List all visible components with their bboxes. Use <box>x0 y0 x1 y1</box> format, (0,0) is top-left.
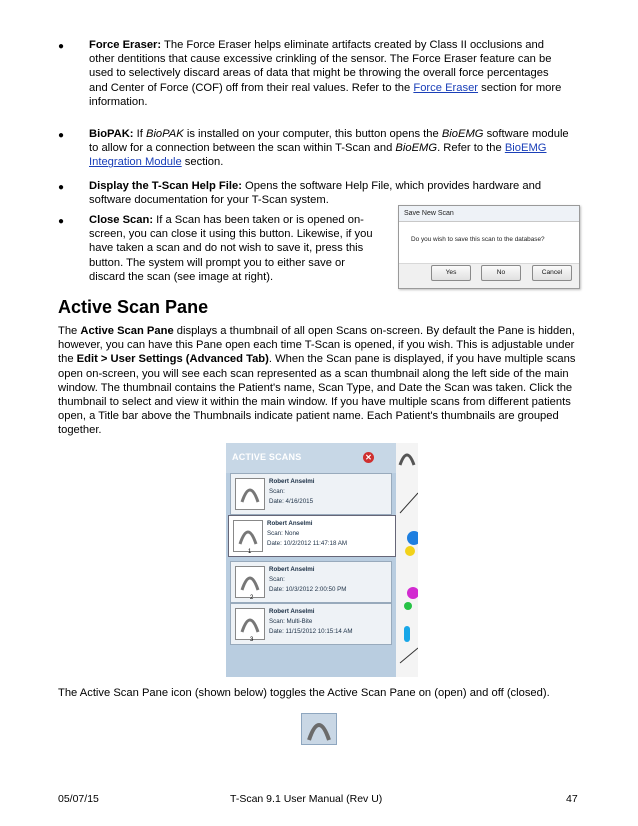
arch-icon <box>237 524 259 546</box>
item-term: Force Eraser: <box>89 39 162 51</box>
dialog-cancel-button[interactable]: Cancel <box>532 265 572 281</box>
scan-type: Scan: <box>269 576 285 583</box>
scan-thumbnail[interactable] <box>230 561 392 603</box>
scan-thumbnail[interactable] <box>230 473 392 515</box>
scan-arch-thumbnail: 1 <box>233 520 263 552</box>
dialog-message: Do you wish to save this scan to the database? <box>411 236 545 243</box>
scan-date: Date: 4/16/2015 <box>269 498 314 505</box>
panel-header-label: ACTIVE SCANS <box>232 452 302 462</box>
active-scans-panel <box>226 443 418 677</box>
list-item-close-scan: Close Scan: If a Scan has been taken or is opened on-screen, you can close it using this button. Likewise, if you have taken a scan and do not wish to save it, press this button. The system will prompt you to either save or discard the scan (see image at right). <box>89 214 373 283</box>
scan-thumbnail[interactable] <box>230 603 392 645</box>
force-eraser-link[interactable]: Force Eraser <box>413 81 479 94</box>
arch-icon <box>239 612 261 634</box>
scan-type: Scan: <box>269 488 285 495</box>
scan-thumbnail-selected[interactable] <box>228 515 396 557</box>
patient-name: Robert Anselmi <box>269 566 315 573</box>
arch-icon <box>239 482 261 504</box>
footer-title: T-Scan 9.1 User Manual (Rev U) <box>230 793 383 805</box>
footer-date: 05/07/15 <box>58 793 99 805</box>
icon-caption: The Active Scan Pane icon (shown below) toggles the Active Scan Pane on (open) and off (closed). <box>58 687 550 699</box>
dialog-yes-button[interactable]: Yes <box>431 265 471 281</box>
bullet-dot: ● <box>58 216 65 227</box>
arch-icon <box>400 455 414 465</box>
scan-type: Scan: Multi-Bite <box>269 618 313 625</box>
patient-name: Robert Anselmi <box>269 608 315 615</box>
scan-type: Scan: None <box>267 530 300 537</box>
active-scan-pane-paragraph: The Active Scan Pane displays a thumbnail of all open Scans on-screen. By default the Pane is hidden, however, you can have this Pane open each time T-Scan is opened, if you wish. This is adjustable under the Edit > User Settings (Advanced Tab). When the Scan pane is displayed, if you have multiple scans open on-screen, you will see each scan represented as a scan thumbnail along the left side of the main window. The thumbnail contains the Patient's name, Scan Type, and Date the Scan was taken. Click the thumbnail to select and view it within the main window. If you have multiple scans from different patients open, a Title bar above the Thumbnails indicate patient name. Each Patient's thumbnails are grouped together. <box>58 325 576 437</box>
active-scan-pane-icon[interactable] <box>301 713 337 745</box>
section-title: Active Scan Pane <box>58 297 209 317</box>
list-item-help-file: Display the T-Scan Help File: Opens the software Help File, which provides hardware and software documentation for your T-Scan system. <box>89 180 542 207</box>
scan-date: Date: 10/3/2012 2:00:50 PM <box>269 586 347 593</box>
scan-arch-thumbnail <box>235 478 265 510</box>
save-new-scan-dialog <box>398 205 580 289</box>
list-item-biopak: BioPAK: If BioPAK is installed on your computer, this button opens the BioEMG software module to allow for a connection between the scan within T-Scan and BioEMG. Refer to the BioEMG Integration Module section. <box>89 128 569 169</box>
page-number: 47 <box>566 793 578 805</box>
dialog-title: Save New Scan <box>399 206 579 222</box>
scan-date: Date: 10/2/2012 11:47:18 AM <box>267 540 348 547</box>
bullet-dot: ● <box>58 41 65 52</box>
patient-name: Robert Anselmi <box>267 520 313 527</box>
scan-arch-thumbnail: 3 <box>235 608 265 640</box>
arch-icon <box>239 570 261 592</box>
dialog-no-button[interactable]: No <box>481 265 521 281</box>
scan-date: Date: 11/15/2012 10:15:14 AM <box>269 628 353 635</box>
bullet-dot: ● <box>58 130 65 141</box>
patient-name: Robert Anselmi <box>269 478 315 485</box>
panel-header <box>226 443 396 473</box>
bioemg-integration-link[interactable]: BioEMG Integration Module <box>89 142 547 169</box>
bullet-dot: ● <box>58 182 65 193</box>
close-icon[interactable]: ✕ <box>363 452 374 463</box>
list-item-force-eraser: Force Eraser: The Force Eraser helps eliminate artifacts created by Class II occlusions and other dentitions that cause excessive crinkling of the sensor. The Force Eraser feature can be used to selectively discard areas of data that might be throwing the overall force percentages and Center of Force (COF) off from their real values. Refer to the Force Eraser section for more information. <box>89 39 562 108</box>
main-window-edge <box>396 443 418 677</box>
scan-arch-thumbnail: 2 <box>235 566 265 598</box>
